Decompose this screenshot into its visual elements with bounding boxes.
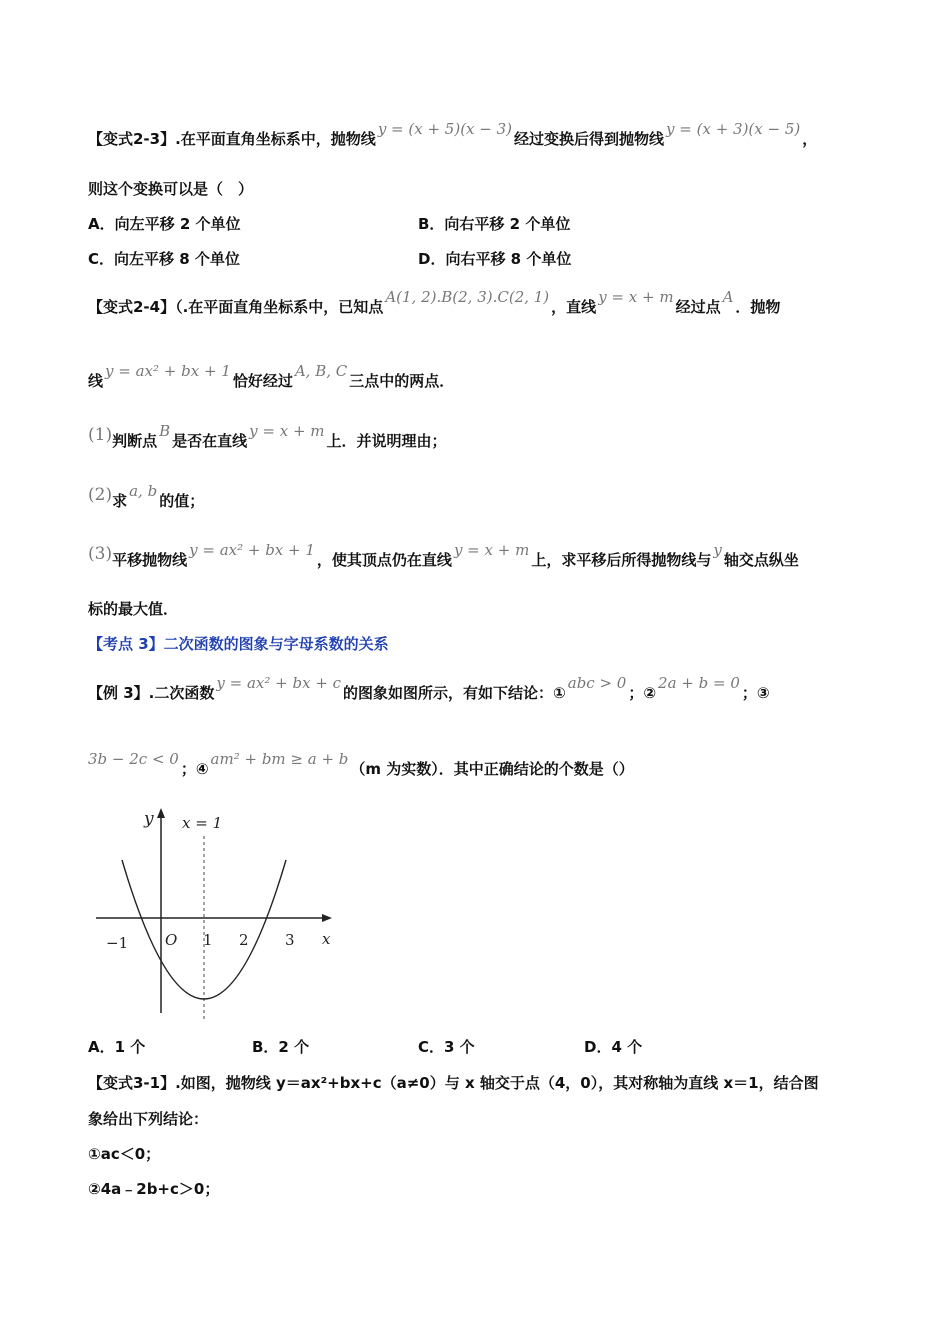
v23-option-b: B．向右平移 2 个单位 <box>418 215 571 233</box>
v31-conclusion-1: ①ac＜0； <box>88 1145 161 1163</box>
v23-question: 则这个变换可以是（ ） <box>88 180 254 198</box>
tick-label: −1 <box>106 934 129 952</box>
tick-label: 3 <box>285 931 295 949</box>
v24-q2: (2)求a, b的值； <box>88 482 205 510</box>
x-axis-arrow <box>322 914 332 922</box>
x-label: x <box>322 930 331 948</box>
v24-line1: 【变式2-4】（.在平面直角坐标系中，已知点A(1, 2).B(2, 3).C(2, 1)，直线y = x + m经过点A．抛物 <box>88 288 781 316</box>
v31-tag: 【变式3-1】 <box>88 1074 176 1092</box>
v23-line1: 【变式2-3】.在平面直角坐标系中，抛物线y = (x + 5)(x − 3)经过变换后得到抛物线y = (x + 3)(x − 5)， <box>88 120 818 148</box>
origin-label: O <box>165 931 178 949</box>
v24-line2: 线y = ax² + bx + 1恰好经过A, B, C三点中的两点． <box>88 362 455 390</box>
y-label: y <box>144 809 154 829</box>
ex3-tag: 【例 3】 <box>88 684 149 702</box>
v23-option-a: A．向左平移 2 个单位 <box>88 215 241 233</box>
v24-q3-cont: 标的最大值． <box>88 600 179 618</box>
ex3-line1: 【例 3】.二次函数y = ax² + bx + c的图象如图所示，有如下结论：①abc > 0；②2a + b = 0；③ <box>88 674 770 702</box>
v24-tag: 【变式2-4】 <box>88 298 176 316</box>
v23-option-c: C．向左平移 8 个单位 <box>88 250 240 268</box>
symmetry-label: x = 1 <box>182 814 223 832</box>
tick-label: 1 <box>203 931 213 949</box>
v23-math1: y = (x + 5)(x − 3) <box>377 120 513 138</box>
ex3-line2: 3b − 2c < 0；④am² + bm ≥ a + b（m 为实数）．其中正确结论的个数是（） <box>88 750 634 778</box>
v24-q1: (1)判断点B是否在直线y = x + m上．并说明理由； <box>88 422 447 450</box>
v31-line2: 象给出下列结论： <box>88 1110 209 1128</box>
ex3-option-b: B．2 个 <box>252 1038 310 1056</box>
v23-tag: 【变式2-3】 <box>88 130 176 148</box>
y-axis-arrow <box>157 808 165 818</box>
v31-conclusion-2: ②4a﹣2b+c＞0； <box>88 1180 220 1198</box>
v31-line1: 【变式3-1】.如图，抛物线 y＝ax²+bx+c（a≠0）与 x 轴交于点（4，0），其对称轴为直线 x＝1，结合图 <box>88 1074 819 1092</box>
ex3-option-c: C．3 个 <box>418 1038 475 1056</box>
v23-math2: y = (x + 3)(x − 5) <box>666 120 801 138</box>
tick-label: 2 <box>239 931 249 949</box>
v24-q3: (3)平移抛物线y = ax² + bx + 1，使其顶点仍在直线y = x + m上，求平移后所得抛物线与y轴交点纵坐 <box>88 541 799 569</box>
parabola-graph <box>96 808 346 1023</box>
ex3-option-d: D．4 个 <box>584 1038 643 1056</box>
ex3-option-a: A．1 个 <box>88 1038 146 1056</box>
section-title: 【考点 3】二次函数的图象与字母系数的关系 <box>88 635 389 653</box>
v23-option-d: D．向右平移 8 个单位 <box>418 250 572 268</box>
